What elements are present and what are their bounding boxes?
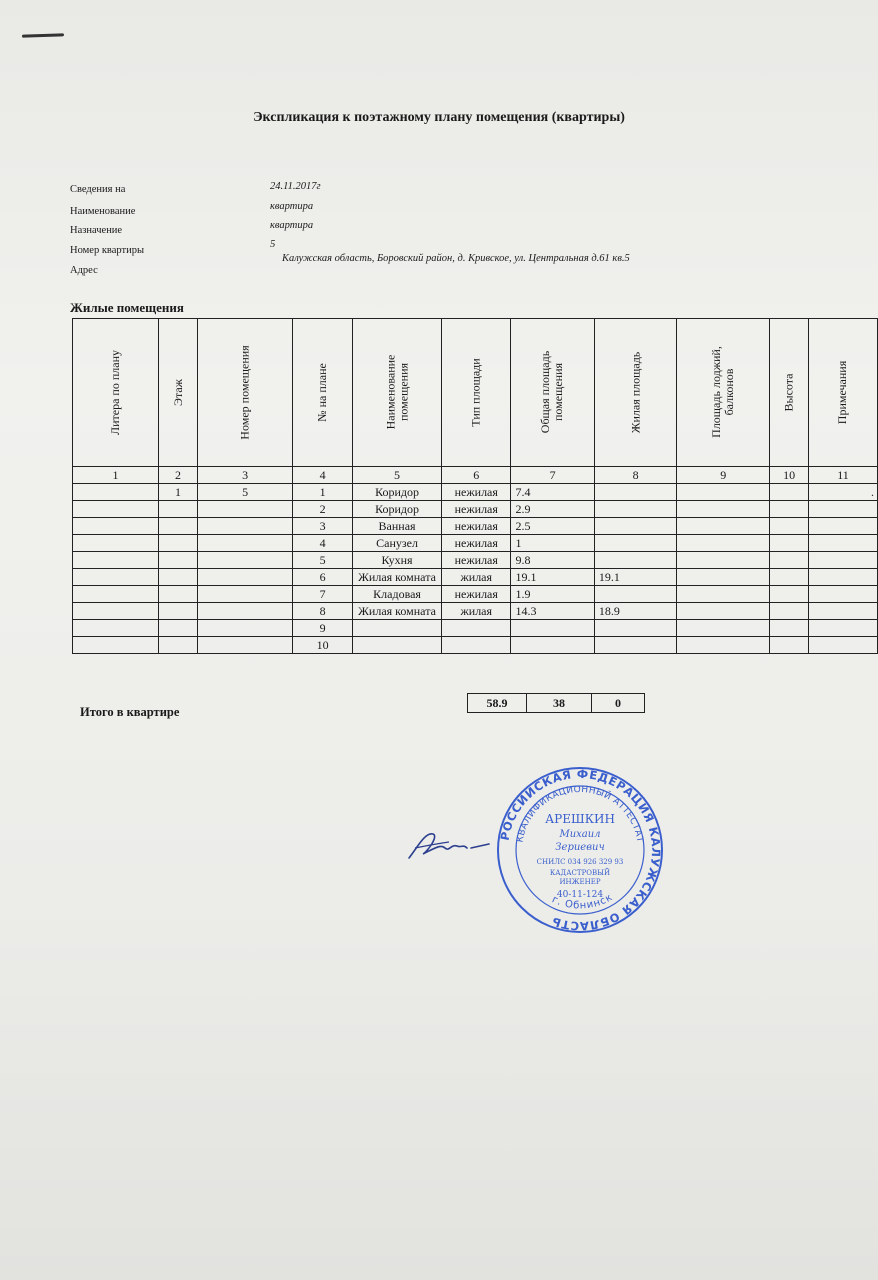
table-cell: [770, 603, 809, 620]
table-cell: [73, 637, 159, 654]
table-cell: [677, 637, 770, 654]
column-header: Литера по плану: [73, 319, 159, 467]
column-number: 6: [442, 467, 511, 484]
table-cell: жилая: [442, 603, 511, 620]
column-header: Этаж: [159, 319, 198, 467]
table-cell: [770, 518, 809, 535]
info-value-name: квартира: [270, 201, 314, 212]
table-row: [73, 501, 878, 518]
table-cell: [197, 552, 292, 569]
table-cell: нежилая: [442, 518, 511, 535]
table-cell: [159, 535, 198, 552]
table-cell: [73, 620, 159, 637]
column-header: Примечания: [809, 319, 878, 467]
table-cell: [73, 586, 159, 603]
table-row: [73, 637, 878, 654]
table-cell: [770, 586, 809, 603]
table-cell: [197, 569, 292, 586]
table-cell: 10: [293, 637, 353, 654]
column-number: 8: [594, 467, 677, 484]
table-cell: 18.9: [594, 603, 677, 620]
section-title: Жилые помещения: [70, 300, 184, 315]
table-cell: [677, 603, 770, 620]
info-value-apartment-number: 5: [270, 239, 276, 250]
table-cell: [353, 637, 442, 654]
table-cell: Жилая комната: [353, 569, 442, 586]
table-row: [73, 603, 878, 620]
table-cell: [594, 535, 677, 552]
column-number: 9: [677, 467, 770, 484]
table-cell: Кладовая: [353, 586, 442, 603]
table-cell: [770, 620, 809, 637]
table-cell: [159, 603, 198, 620]
table-cell: 7.4: [511, 484, 594, 501]
table-cell: [594, 501, 677, 518]
info-value-purpose: квартира: [270, 220, 314, 231]
table-cell: [677, 620, 770, 637]
info-label-purpose: Назначение: [70, 225, 123, 236]
table-cell: [159, 637, 198, 654]
table-cell: [73, 484, 159, 501]
column-number: 1: [73, 467, 159, 484]
table-row: [73, 518, 878, 535]
table-cell: [511, 620, 594, 637]
table-cell: Санузел: [353, 535, 442, 552]
table-cell: 19.1: [511, 569, 594, 586]
table-cell: [677, 586, 770, 603]
table-cell: 1: [511, 535, 594, 552]
table-cell: [770, 569, 809, 586]
svg-text:КАДАСТРОВЫЙ: КАДАСТРОВЫЙ: [549, 869, 611, 877]
info-label-date: Сведения на: [70, 184, 126, 195]
svg-text:Михаил: Михаил: [559, 829, 601, 840]
table-cell: 1: [159, 484, 198, 501]
column-number-row: [73, 467, 878, 484]
table-cell: [770, 484, 809, 501]
column-header: Площадь лоджий, балконов: [677, 319, 770, 467]
table-cell: 1: [293, 484, 353, 501]
table-cell: [677, 552, 770, 569]
table-cell: Коридор: [353, 501, 442, 518]
table-cell: [809, 552, 878, 569]
table-cell: [809, 620, 878, 637]
table-cell: 1.9: [511, 586, 594, 603]
table-cell: нежилая: [442, 586, 511, 603]
table-cell: [73, 552, 159, 569]
column-header: Общая площадь помещения: [511, 319, 594, 467]
table-cell: [594, 586, 677, 603]
pen-mark: [22, 33, 64, 37]
svg-text:ИНЖЕНЕР: ИНЖЕНЕР: [559, 878, 601, 886]
totals-table: [467, 693, 645, 713]
svg-text:АРЕШКИН: АРЕШКИН: [545, 812, 615, 826]
info-value-date: 24.11.2017г: [270, 181, 321, 192]
column-number: 7: [511, 467, 594, 484]
table-cell: .: [809, 484, 878, 501]
svg-text:РОССИЙСКАЯ ФЕДЕРАЦИЯ КАЛУЖСКАЯ: РОССИЙСКАЯ ФЕДЕРАЦИЯ КАЛУЖСКАЯ ОБЛАСТЬ: [497, 766, 664, 934]
table-cell: [677, 569, 770, 586]
table-row: [73, 552, 878, 569]
table-cell: Коридор: [353, 484, 442, 501]
column-header: Высота: [770, 319, 809, 467]
signature: [405, 818, 495, 868]
table-cell: [770, 535, 809, 552]
table-cell: 2.9: [511, 501, 594, 518]
table-cell: [594, 484, 677, 501]
column-header: Тип площади: [442, 319, 511, 467]
column-number: 4: [293, 467, 353, 484]
table-cell: нежилая: [442, 501, 511, 518]
table-cell: 3: [293, 518, 353, 535]
total-balcony-area: 0: [592, 694, 645, 713]
table-cell: [73, 501, 159, 518]
table-cell: 9: [293, 620, 353, 637]
svg-text:КВАЛИФИКАЦИОННЫЙ АТТЕСТАТ: КВАЛИФИКАЦИОННЫЙ АТТЕСТАТ: [515, 784, 645, 844]
table-cell: [594, 620, 677, 637]
table-cell: 2: [293, 501, 353, 518]
column-number: 5: [353, 467, 442, 484]
table-row: [73, 484, 878, 501]
table-cell: 5: [293, 552, 353, 569]
table-cell: [442, 620, 511, 637]
column-header: Наименование помещения: [353, 319, 442, 467]
svg-text:г. Обнинск: г. Обнинск: [550, 891, 615, 912]
table-cell: [809, 535, 878, 552]
table-cell: Жилая комната: [353, 603, 442, 620]
rooms-table: [72, 318, 878, 654]
svg-text:СНИЛС 034 926 329 93: СНИЛС 034 926 329 93: [536, 858, 624, 866]
totals-label: Итого в квартире: [80, 705, 180, 719]
table-row: [73, 569, 878, 586]
table-cell: 5: [197, 484, 292, 501]
table-cell: [73, 603, 159, 620]
table-cell: 14.3: [511, 603, 594, 620]
column-number: 3: [197, 467, 292, 484]
column-header: Жилая площадь: [594, 319, 677, 467]
table-row: [73, 620, 878, 637]
svg-text:40-11-124: 40-11-124: [556, 890, 604, 900]
table-cell: [73, 569, 159, 586]
table-cell: [159, 620, 198, 637]
table-cell: жилая: [442, 569, 511, 586]
table-row: [73, 535, 878, 552]
column-header: Номер помещения: [197, 319, 292, 467]
table-cell: нежилая: [442, 552, 511, 569]
column-number: 11: [809, 467, 878, 484]
table-cell: [809, 501, 878, 518]
table-cell: [197, 518, 292, 535]
table-cell: [73, 518, 159, 535]
table-cell: [159, 552, 198, 569]
table-cell: Ванная: [353, 518, 442, 535]
table-cell: Кухня: [353, 552, 442, 569]
table-cell: [511, 637, 594, 654]
table-cell: [770, 552, 809, 569]
table-cell: [442, 637, 511, 654]
svg-text:Зериевич: Зериевич: [555, 842, 605, 853]
table-cell: [594, 637, 677, 654]
table-cell: 19.1: [594, 569, 677, 586]
table-header-row: [73, 319, 878, 467]
table-cell: [197, 586, 292, 603]
table-cell: [677, 484, 770, 501]
table-cell: [770, 637, 809, 654]
column-number: 10: [770, 467, 809, 484]
document-title: Экспликация к поэтажному плану помещения (квартиры): [253, 110, 625, 125]
table-cell: [677, 518, 770, 535]
table-cell: 8: [293, 603, 353, 620]
column-header: № на плане: [293, 319, 353, 467]
table-cell: [677, 501, 770, 518]
table-cell: [197, 620, 292, 637]
table-cell: [73, 535, 159, 552]
total-living-area: 38: [527, 694, 592, 713]
table-cell: [809, 637, 878, 654]
table-cell: нежилая: [442, 484, 511, 501]
table-cell: [353, 620, 442, 637]
info-value-address: Калужская область, Боровский район, д. Кривское, ул. Центральная д.61 кв.5: [282, 253, 630, 264]
table-cell: [594, 518, 677, 535]
table-row: [73, 586, 878, 603]
table-cell: [594, 552, 677, 569]
table-cell: [159, 501, 198, 518]
table-cell: нежилая: [442, 535, 511, 552]
info-label-address: Адрес: [70, 265, 98, 276]
table-cell: [197, 535, 292, 552]
table-cell: [809, 518, 878, 535]
info-label-apartment-number: Номер квартиры: [70, 245, 145, 256]
table-cell: 7: [293, 586, 353, 603]
table-cell: 9.8: [511, 552, 594, 569]
table-cell: [197, 637, 292, 654]
table-cell: [159, 586, 198, 603]
table-cell: 2.5: [511, 518, 594, 535]
table-cell: [159, 569, 198, 586]
table-cell: [770, 501, 809, 518]
table-cell: [809, 569, 878, 586]
column-number: 2: [159, 467, 198, 484]
total-area: 58.9: [468, 694, 527, 713]
cadastral-engineer-stamp: [495, 765, 665, 935]
info-label-name: Наименование: [70, 206, 136, 217]
table-cell: [197, 603, 292, 620]
table-cell: [159, 518, 198, 535]
table-cell: [197, 501, 292, 518]
table-cell: [809, 603, 878, 620]
table-cell: 4: [293, 535, 353, 552]
table-cell: [677, 535, 770, 552]
table-cell: [809, 586, 878, 603]
table-cell: 6: [293, 569, 353, 586]
